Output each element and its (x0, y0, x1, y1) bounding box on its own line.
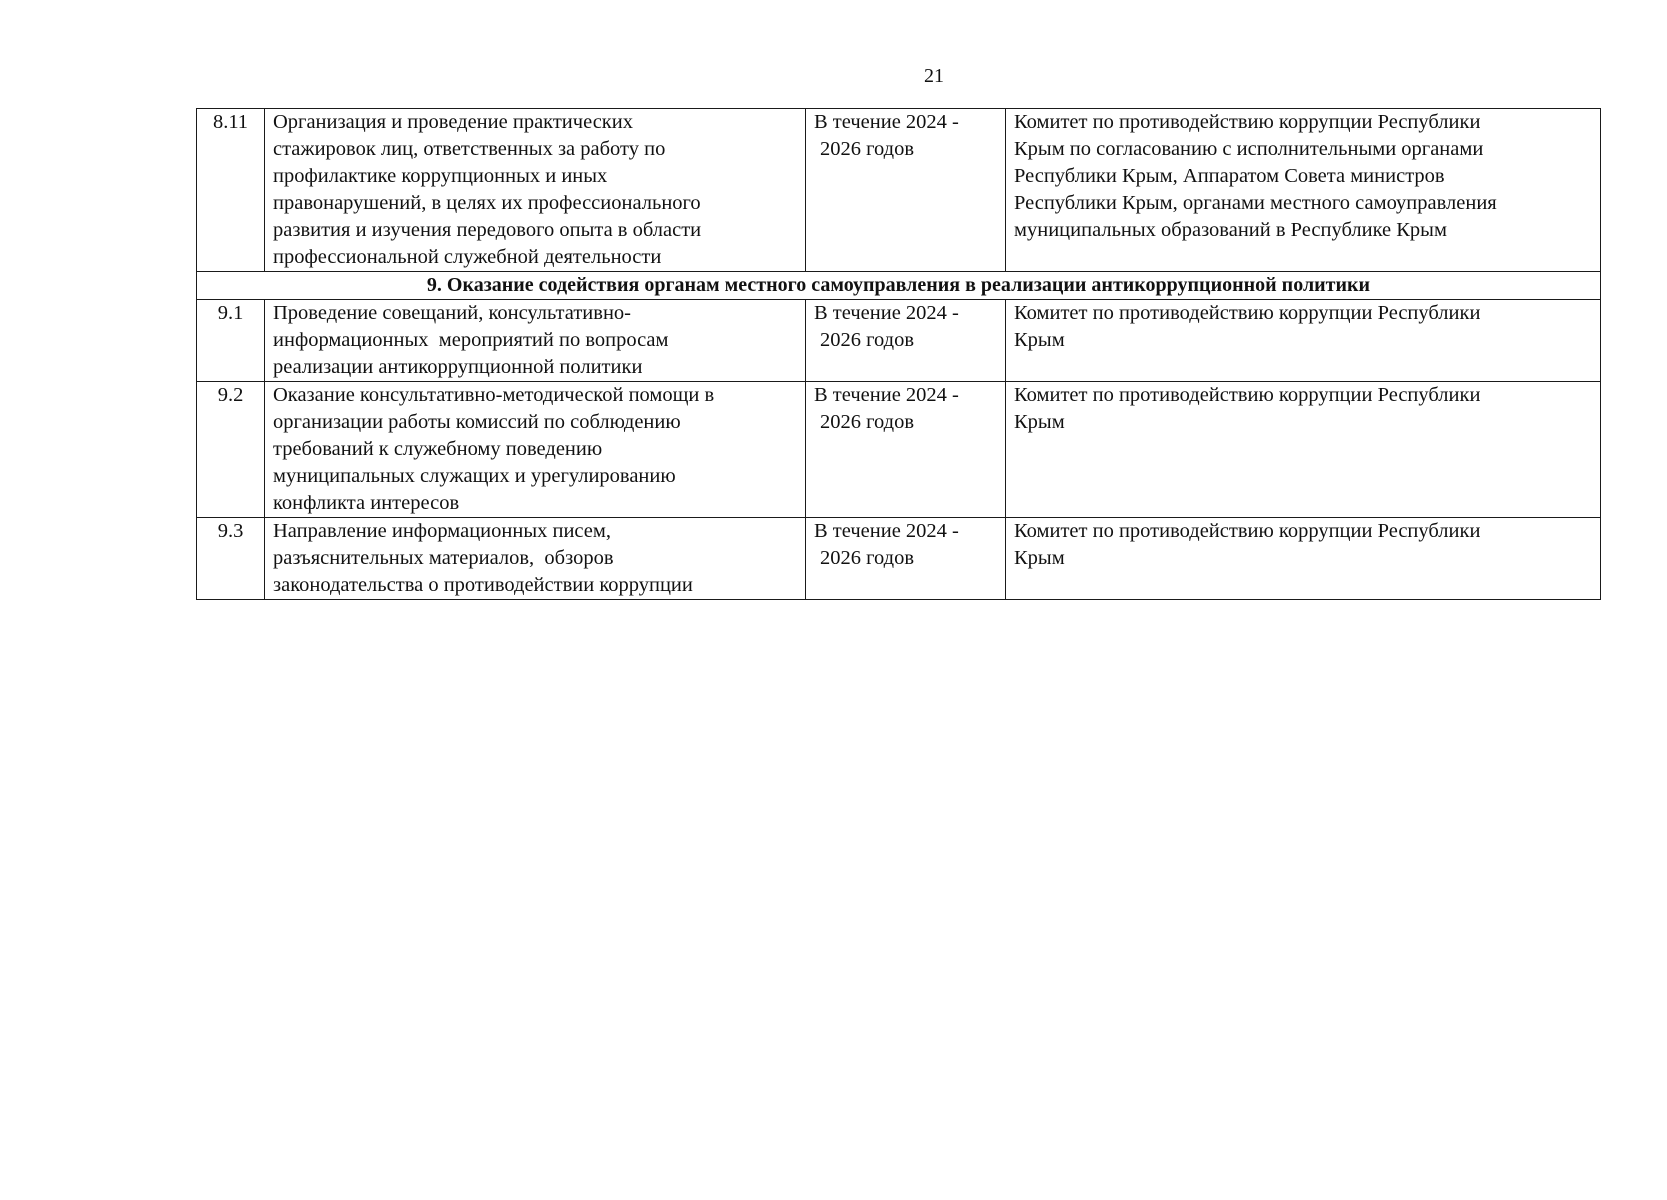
measure-term (806, 518, 1006, 600)
description-line: Организация и проведение практических (273, 111, 633, 133)
term-line: В течение 2024 - (814, 384, 959, 406)
table-row-9-3 (197, 518, 1601, 600)
measure-responsible (1006, 109, 1601, 272)
description-line: конфликта интересов (273, 492, 460, 514)
table-row-9-2 (197, 382, 1601, 518)
row-number: 9.2 (197, 382, 265, 518)
description-line: правонарушений, в целях их профессионального (273, 192, 701, 214)
term-line: 2026 годов (820, 547, 915, 569)
term-line: 2026 годов (820, 329, 915, 351)
responsible-line: Комитет по противодействию коррупции Республики (1014, 520, 1481, 542)
term-line: В течение 2024 - (814, 520, 959, 542)
responsible-line: муниципальных образований в Республике Крым (1014, 219, 1447, 241)
section-heading-row (197, 272, 1601, 300)
description-line: информационных мероприятий по вопросам (273, 329, 669, 351)
row-number: 8.11 (197, 109, 265, 272)
page-number: 21 (924, 65, 944, 87)
description-line: законодательства о противодействии коррупции (273, 574, 693, 596)
table-row-8-11 (197, 109, 1601, 272)
description-line: профилактике коррупционных и иных (273, 165, 608, 187)
measure-responsible (1006, 300, 1601, 382)
measure-term (806, 382, 1006, 518)
responsible-line: Комитет по противодействию коррупции Республики (1014, 384, 1481, 406)
term-line: В течение 2024 - (814, 111, 959, 133)
description-line: реализации антикоррупционной политики (273, 356, 643, 378)
responsible-line: Комитет по противодействию коррупции Республики (1014, 111, 1481, 133)
description-line: требований к служебному поведению (273, 438, 603, 460)
description-line: муниципальных служащих и урегулированию (273, 465, 676, 487)
term-line: 2026 годов (820, 411, 915, 433)
description-line: Направление информационных писем, (273, 520, 611, 542)
responsible-line: Республики Крым, органами местного самоуправления (1014, 192, 1497, 214)
responsible-line: Крым (1014, 329, 1065, 351)
responsible-line: Республики Крым, Аппаратом Совета министров (1014, 165, 1445, 187)
term-line: 2026 годов (820, 138, 915, 160)
measure-description (265, 300, 806, 382)
measure-term (806, 109, 1006, 272)
term-line: В течение 2024 - (814, 302, 959, 324)
table-row-9-1 (197, 300, 1601, 382)
measures-table (196, 108, 1601, 600)
measure-description (265, 518, 806, 600)
description-line: организации работы комиссий по соблюдению (273, 411, 681, 433)
responsible-line: Крым (1014, 411, 1065, 433)
responsible-line: Крым по согласованию с исполнительными органами (1014, 138, 1484, 160)
row-number: 9.1 (197, 300, 265, 382)
row-number: 9.3 (197, 518, 265, 600)
measure-term (806, 300, 1006, 382)
description-line: разъяснительных материалов, обзоров (273, 547, 614, 569)
responsible-line: Комитет по противодействию коррупции Республики (1014, 302, 1481, 324)
description-line: профессиональной служебной деятельности (273, 246, 662, 268)
measure-description (265, 109, 806, 272)
description-line: Проведение совещаний, консультативно- (273, 302, 631, 324)
description-line: стажировок лиц, ответственных за работу по (273, 138, 666, 160)
measure-description (265, 382, 806, 518)
responsible-line: Крым (1014, 547, 1065, 569)
description-line: развития и изучения передового опыта в области (273, 219, 702, 241)
description-line: Оказание консультативно-методической помощи в (273, 384, 715, 406)
measure-responsible (1006, 518, 1601, 600)
measure-responsible (1006, 382, 1601, 518)
section-title: 9. Оказание содействия органам местного самоуправления в реализации антикоррупционной политики (197, 272, 1601, 300)
